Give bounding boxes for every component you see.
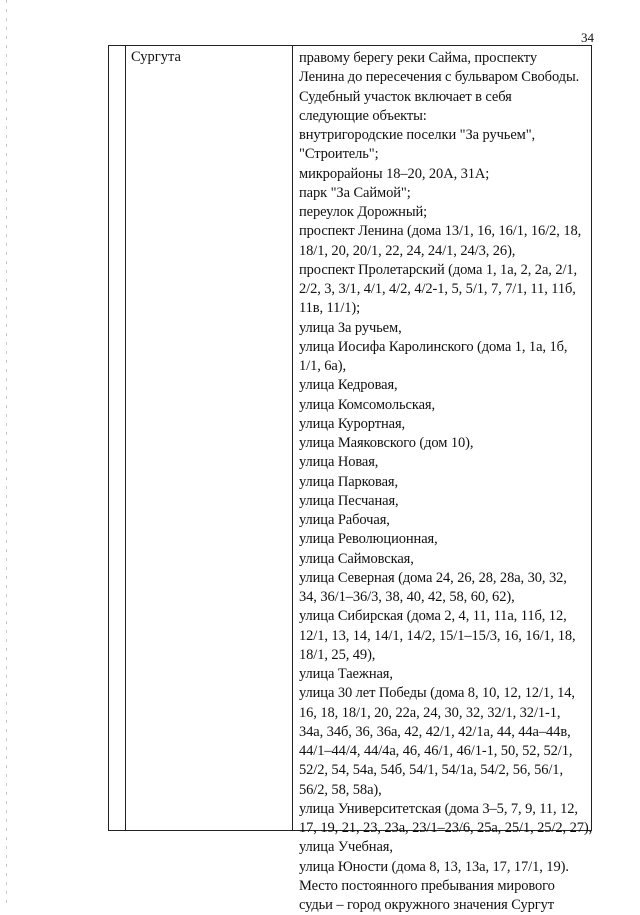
territory-line: улица Саймовская,: [299, 550, 414, 567]
territory-line: переулок Дорожный;: [299, 204, 428, 220]
territory-line: улица Университетская (дома 3–5, 7, 9, 11, 12,: [299, 800, 578, 817]
territory-line: улица Кедровая,: [299, 377, 398, 394]
territory-line: 52/2, 54, 54а, 54б, 54/1, 54/1а, 54/2, 56, 56/1,: [299, 762, 563, 779]
territory-line: 16, 18, 18/1, 20, 22а, 24, 30, 32, 32/1, 32/1-1,: [299, 704, 561, 721]
territory-line: Ленина до пересечения с бульваром Свободы.: [299, 69, 580, 86]
table-column-divider-territory: [292, 45, 293, 831]
territory-line: правому берегу реки Сайма, проспекту: [299, 50, 537, 66]
territory-line: судьи – город окружного значения Сургут: [299, 897, 554, 913]
territory-line: улица Юности (дома 8, 13, 13а, 17, 17/1, 19).: [299, 858, 569, 875]
territory-line: 12/1, 13, 14, 14/1, 14/2, 15/1–15/3, 16, 16/1, 18,: [299, 627, 576, 644]
territory-line: улица За ручьем,: [299, 319, 402, 336]
territory-line: 34а, 34б, 36, 36а, 42, 42/1, 42/1а, 44, 44а–44в,: [299, 723, 571, 740]
territory-line: проспект Пролетарский (дома 1, 1а, 2, 2а, 2/1,: [299, 261, 578, 278]
territory-line: проспект Ленина (дома 13/1, 16, 16/1, 16/2, 18,: [299, 223, 582, 240]
territory-line: улица Комсомольская,: [299, 396, 436, 413]
territory-line: улица Новая,: [299, 454, 379, 471]
territory-line: парк "За Саймой";: [299, 184, 411, 201]
territory-line: 18/1, 25, 49),: [299, 646, 376, 663]
page-number: 34: [581, 30, 594, 45]
territory-line: 18/1, 20, 20/1, 22, 24, 24/1, 24/3, 26),: [299, 242, 516, 259]
district-name-cell: Сургута: [131, 49, 181, 65]
territory-line: микрорайоны 18–20, 20А, 31А;: [299, 165, 490, 182]
table-column-divider-number: [125, 45, 126, 831]
territory-line: улица Иосифа Каролинского (дома 1, 1а, 1б,: [299, 338, 568, 355]
territory-line: внутригородские поселки "За ручьем",: [299, 127, 536, 143]
territory-line: 34, 36/1–36/3, 38, 40, 42, 58, 60, 62),: [299, 589, 515, 605]
territory-description-cell: [299, 49, 593, 915]
scan-edge-artifact: [6, 0, 7, 905]
territory-line: улица Рабочая,: [299, 512, 390, 528]
territory-line: следующие объекты:: [299, 107, 427, 124]
territory-line: улица 30 лет Победы (дома 8, 10, 12, 12/1, 14,: [299, 685, 575, 702]
territory-line: 2/2, 3, 3/1, 4/1, 4/2, 4/2-1, 5, 5/1, 7, 7/1, 11, 11б,: [299, 281, 576, 297]
territory-line: улица Таежная,: [299, 666, 393, 682]
territory-line: улица Курортная,: [299, 415, 406, 432]
territory-line: улица Северная (дома 24, 26, 28, 28а, 30, 32,: [299, 569, 567, 586]
territory-line: 44/1–44/4, 44/4а, 46, 46/1, 46/1-1, 50, 52, 52/1,: [299, 743, 573, 759]
territory-line: улица Маяковского (дом 10),: [299, 435, 474, 451]
territory-line: улица Революционная,: [299, 531, 438, 548]
territory-line: 11в, 11/1);: [299, 300, 361, 317]
territory-line: улица Парковая,: [299, 473, 399, 490]
territory-line: 56/2, 58, 58а),: [299, 781, 382, 798]
territory-line: 1/1, 6а),: [299, 358, 347, 374]
territory-line: улица Сибирская (дома 2, 4, 11, 11а, 11б, 12,: [299, 608, 567, 625]
territory-line: 17, 19, 21, 23, 23а, 23/1–23/6, 25а, 25/1, 25/2, 27),: [299, 820, 593, 836]
territory-line: улица Песчаная,: [299, 492, 399, 509]
territory-line: Место постоянного пребывания мирового: [299, 877, 555, 894]
territory-line: улица Учебная,: [299, 839, 393, 856]
territory-line: Судебный участок включает в себя: [299, 88, 512, 105]
territory-line: "Строитель";: [299, 146, 379, 163]
